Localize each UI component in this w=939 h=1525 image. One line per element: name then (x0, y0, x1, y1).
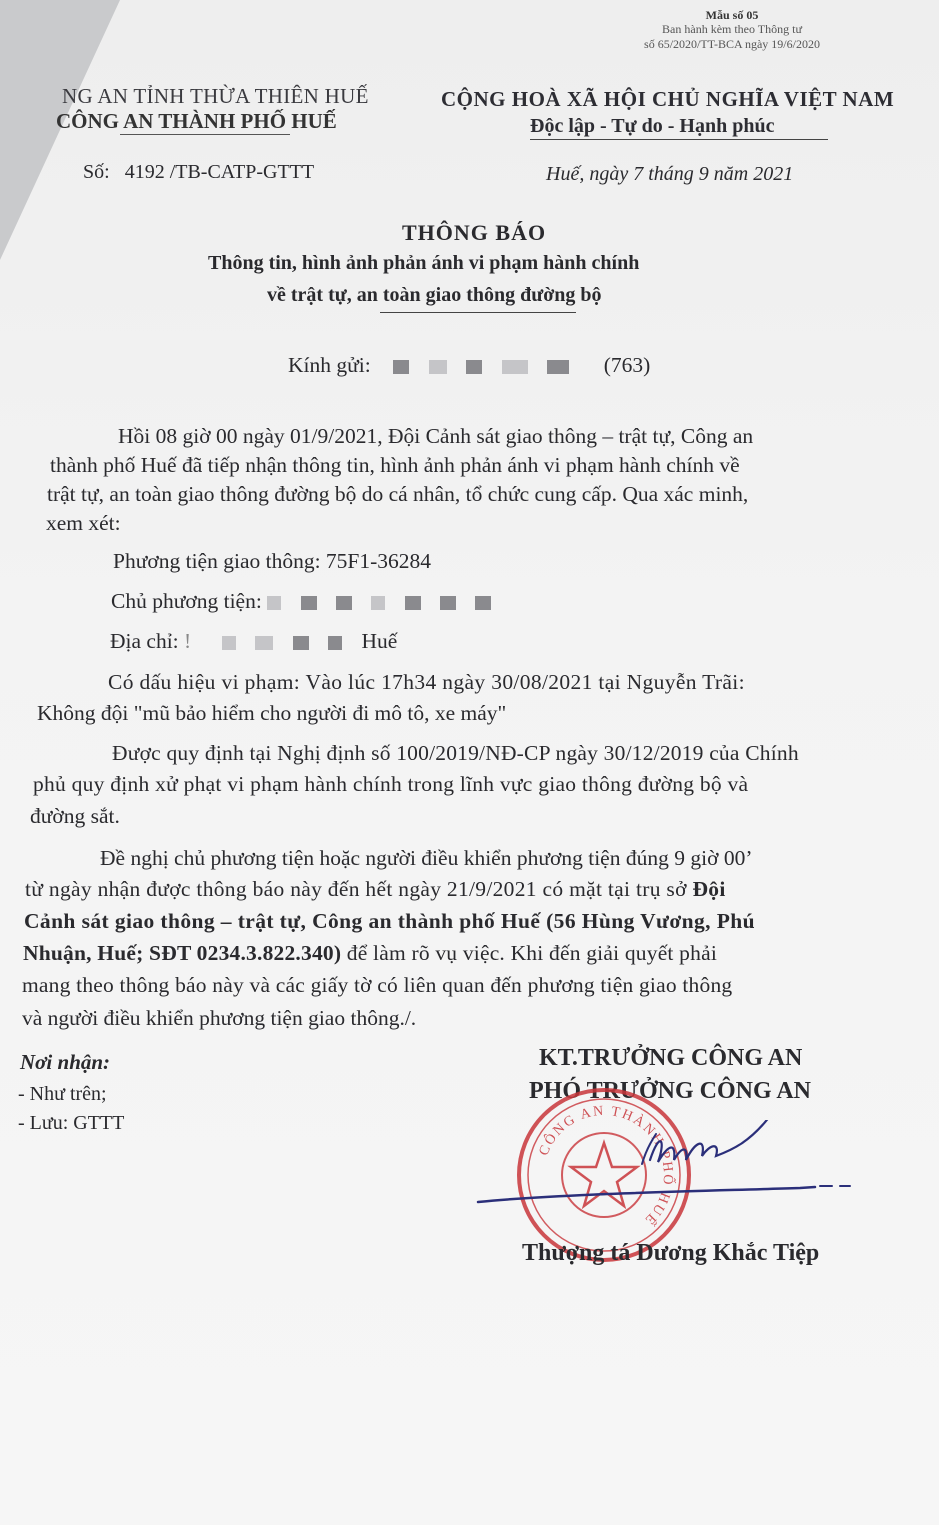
p1-line1: Hồi 08 giờ 00 ngày 01/9/2021, Đội Cảnh sát giao thông – trật tự, Công an (118, 424, 754, 448)
signer-name: Thượng tá Dương Khắc Tiệp (522, 1240, 820, 1266)
recipient-label: Kính gửi: (288, 353, 371, 377)
request-line3: Cảnh sát giao thông – trật tự, Công an thành phố Huế (56 Hùng Vương, Phú (24, 909, 755, 933)
agency-parent: NG AN TỈNH THỪA THIÊN HUẾ (62, 84, 369, 108)
redacted-block (328, 636, 342, 650)
request-line6: và người điều khiển phương tiện giao thông./. (22, 1006, 417, 1030)
subtitle-line1: Thông tin, hình ảnh phản ánh vi phạm hành chính (208, 252, 640, 274)
law-line2: phủ quy định xử phạt vi phạm hành chính trong lĩnh vực giao thông đường bộ và (33, 772, 749, 796)
reference (83, 161, 314, 184)
redacted-block (371, 596, 385, 610)
form-code: Mẫu số 05 (705, 8, 759, 22)
address-label: Địa chỉ: (110, 629, 179, 653)
redacted-block (267, 596, 281, 610)
law-line3: đường sắt. (30, 804, 120, 828)
document-title: THÔNG BÁO (402, 220, 547, 245)
redacted-block (502, 360, 528, 374)
redacted-block (293, 636, 309, 650)
recipients-item-1: - Như trên; (18, 1083, 107, 1105)
signature-title-2: PHÓ TRƯỞNG CÔNG AN (529, 1078, 812, 1104)
subtitle-underline (380, 312, 576, 313)
owner-line (111, 586, 505, 617)
p1-line4: xem xét: (46, 511, 121, 535)
p1-line3: trật tự, an toàn giao thông đường bộ do cá nhân, tổ chức cung cấp. Qua xác minh, (47, 482, 749, 506)
motto-underline (530, 139, 828, 140)
redacted-block (255, 636, 273, 650)
law-line1: Được quy định tại Nghị định số 100/2019/NĐ-CP ngày 30/12/2019 của Chính (112, 741, 799, 765)
request-line1: Đề nghị chủ phương tiện hoặc người điều khiển phương tiện đúng 9 giờ 00’ (100, 846, 753, 870)
form-issued-with: Ban hành kèm theo Thông tư (662, 22, 802, 37)
redacted-block (222, 636, 236, 650)
signature-title-1: KT.TRƯỞNG CÔNG AN (539, 1045, 803, 1071)
redacted-block (547, 360, 569, 374)
address-line (110, 626, 397, 657)
agency-name: CÔNG AN THÀNH PHỐ HUẾ (56, 109, 337, 133)
p1-line2: thành phố Huế đã tiếp nhận thông tin, hình ảnh phản ánh vi phạm hành chính về (50, 453, 740, 477)
redacted-block (429, 360, 447, 374)
reference-number: 4192 /TB-CATP-GTTT (124, 161, 315, 183)
form-circular: số 65/2020/TT-BCA ngày 19/6/2020 (644, 36, 820, 51)
request-line4-bold: Nhuận, Huế; SĐT 0234.3.822.340) (23, 941, 342, 965)
recipients-label: Nơi nhận: (20, 1050, 111, 1074)
agency-underline (120, 134, 290, 135)
handwritten-signature (470, 1120, 870, 1230)
recipients-item-2: - Lưu: GTTT (18, 1112, 125, 1134)
request-line5: mang theo thông báo này và các giấy tờ có liên quan đến phương tiện giao thông (22, 973, 733, 997)
vehicle-line: Phương tiện giao thông: 75F1-36284 (113, 549, 432, 573)
request-line4 (23, 938, 717, 969)
place-date: Huế, ngày 7 tháng 9 năm 2021 (546, 163, 794, 185)
redacted-block (440, 596, 456, 610)
redacted-block (336, 596, 352, 610)
nation-motto: Độc lập - Tự do - Hạnh phúc (530, 115, 775, 137)
violation-line2: Không đội "mũ bảo hiểm cho người đi mô tô, xe máy" (37, 701, 507, 725)
redacted-block (301, 596, 317, 610)
reference-label: Số: (83, 161, 110, 183)
redacted-block (475, 596, 491, 610)
form-note (612, 8, 852, 51)
request-line2-text: từ ngày nhận được thông báo này đến hết ngày 21/9/2021 có mặt tại trụ sở (25, 877, 687, 901)
owner-label: Chủ phương tiện: (111, 589, 262, 613)
recipient-line (288, 350, 650, 381)
request-line2 (25, 874, 726, 905)
request-line2-bold: Đội (692, 877, 726, 901)
redacted-block (405, 596, 421, 610)
redacted-block (466, 360, 482, 374)
request-line4-text: để làm rõ vụ việc. Khi đến giải quyết phải (346, 941, 717, 965)
seal-text: CÔNG AN THÀNH PHỐ HUẾ (536, 1103, 676, 1229)
address-city: Huế (361, 629, 398, 653)
violation-line1: Có dấu hiệu vi phạm: Vào lúc 17h34 ngày 30/08/2021 tại Nguyễn Trãi: (108, 670, 745, 694)
recipient-suffix: (763) (603, 353, 651, 377)
address-prefix: ! (184, 629, 192, 653)
subtitle-line2: về trật tự, an toàn giao thông đường bộ (267, 284, 602, 306)
nation-name: CỘNG HOÀ XÃ HỘI CHỦ NGHĨA VIỆT NAM (441, 87, 895, 111)
redacted-block (393, 360, 409, 374)
